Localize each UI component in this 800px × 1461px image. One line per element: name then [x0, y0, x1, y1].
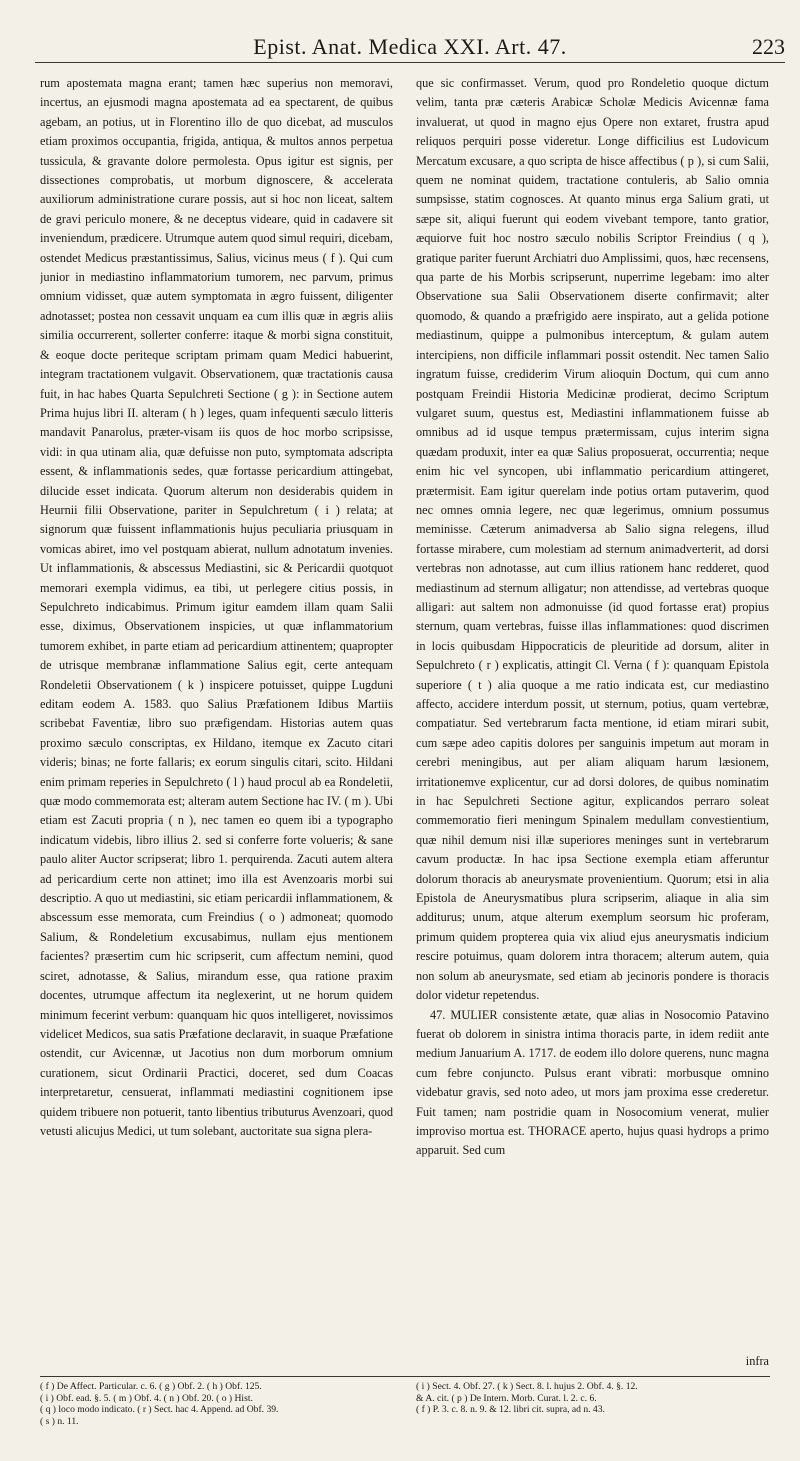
footnote-line: ( s ) n. 11.	[40, 1415, 79, 1427]
paragraph: que sic confirmasset. Verum, quod pro Rondeletio quoque dictum velim, tanta præ cæteris Arabicæ Scholæ Medicis Avicennæ fama invaluerat, ut quod in magno ejus Opere non extaret, frustra apud reliquos perquiri posse videretur. Longe difficilius est Ludovicum Mercatum excusare, a quo scripta de hisce affectibus ( p ), si cum Salii, quem ne nominat quidem, tractatione contuleris, ab Salio omnia sumpsisse, statim cognosces. At quanto minus erga Salium grati, ut sæpe sit, aliqui fuerunt qui eodem vivebant tempore, tanto gratior, æquiorve fuit hoc nostro sæculo nobilis Scriptor Freindius ( q ), gratique pariter fuerunt Archiatri duo Amplissimi, quos, hæc recensens, qua parte de his Morbis scripserunt, nuperrime legebam: imo alter Observatione sua Salii Observationem diserte confirmavit; alter quomodo, & quando a præfrigido aere inspirato, aut a gelida potione mediastinum, quippe a pulmonibus interceptum, & gulam autem intercipiens, non difficile inflammari possit ostendit. Nec tamen Salio ingratum fuisse, crediderim Virum alioquin Doctum, qui cum anno postquam Freindii Historia Medicinæ prodierat, decimo Scriptum vulgaret suum, questus est, Mediastini inflammationem fuisse ab omnibus ad id usque tempus prætermissam, cujus interim signa quædam produxit, inter ea quæ Salius proposuerat, occurrentia; neque enim hic vel syncopen, ubi inflammatio pericardium attingeret, prætermisit. Eam igitur querelam inde potius ortam putaverim, quod nec omnes omnia legere, nec quæ legerimus, omnium possumus meminisse. Cæterum animadversa ab Salio signa relegens, illud fortasse mirabere, cum molestiam ad sternum animadverterit, ad dorsi vertebras non adnotasse, aut cum illius rationem hanc redderet, quod mediastinum ad sternum alligatur; non attendisse, ad vertebras quoque alligari: aut saltem non admonuisse (id quod fortasse erat) propius sternum, quam vertebras, fuisse illas inflammationes: quod discrimen in locis quibusdam Hippocraticis de pleuritide ad dorsum, aliter in Sepulchreto ( r ) explicatis, attingit Cl. Verna ( f ): quanquam Epistola superiore ( t ) alia quoque a me ratio indicata est, cur mediastino affecto, accidere interdum possit, ut sternum, potius, quam vertebræ, compatiatur. Sed vertebrarum facta mentione, id etiam mirari subit, cum sæpe adeo capitis dolores per sanguinis impetum aut moram in cerebri meningibus, aut per aliam aliquam harum læsionem, irritationemve explicentur, cur ad dorsi dolores, de quibus nominatim in hac Sepulchreti Sectione agitur, explicandos perraro soleat commemoratio fieri meningum Spinalem medullam convestientium, quæ nihil demum nisi illæ superiores meninges sunt in vertebrarum cavum productæ. In hac ipsa Sectione exempla etiam afferuntur dolorum thoracis ab aneurysmate provenientium. Quorum; etsi in alia Epistola de Aneurysmatibus plura scripserim, aliaque in alia sim additurus; unum, atque alterum exemplum seorsum hic proferam, primum quidem propterea quia vix aliud ejus aneurysmatis indicium rescire potuimus, quam dolorem intra thoracem; alterum autem, quia non solum ab aneurysmate, sed etiam ab jecinoris pondere is thoracis dolor videtur repetendus.	[416, 76, 769, 1003]
footnote-divider	[40, 1376, 770, 1377]
paragraph: rum apostemata magna erant; tamen hæc superius non memoravi, incertus, an ejusmodi magna apostemata ad ea spectarent, de quibus agebam, an potius, ut in Florentino illo de quo dicebat, ad musculos etiam proximos occupantia, frigida, antiqua, & multos annos perpetua tussicula, & gravante dolore permolesta. Opus igitur est signis, per dissectiones comprobatis, ut morbum dignoscere, & accelerata auxiliorum administratione curare possis, aut si hoc non liceat, saltem de gravi periculo monere, & ne deceptus videare, quid in cadavere sit inveniendum, prædicere. Utrumque autem quod simul requiri, dicebam, ostendet Medicus præstantissimus, Salius, vicinus meus ( f ). Qui cum junior in mediastino inflammatorium tumorem, nec parvum, primus omnium vidisset, quæ autem symptomata in ægro fuissent, diligenter adnotasset; postea non cessavit unquam ea cum illis quæ in ægris aliis similia occurrerent, sollerter conferre: itaque & morbi signa constituit, & eoque docte periteque scriptam primam quam Medici habuerint, integram tractationem vulgavit. Observationem, quæ tractationis causa fuit, in hac habes Quarta Sepulchreti Sectione ( g ): in Sectione autem Prima hujus libri II. alteram ( h ) leges, quam infequenti sæculo litteris mandavit Panarolus, præter-visam iis quos de hoc morbo scripsisse, vidi: in qua utinam alia, quæ defuisse non puto, symptomata adscripta essent, & inflammationis sedes, quæ fortasse pericardium attingebat, dilucide esset indicata. Quorum alterum non desiderabis quidem in Heurnii filii Observatione, pariter in Sepulchretum ( i ) relata; at signorum quæ fuissent inflammationis hujus peculiaria priusquam in vomicas abiret, imo vel postquam abierat, nullum adnotatum invenies. Ut inflammationis, & abscessus Mediastini, sic & Pericardii quotquot memorari exempla vidimus, ea tibi, ut perlegere citius possis, in Sepulchreto indicabimus. Primum igitur eamdem illam quam Salii esse, diximus, Observationem inspicies, ut quæ inflammatorium tumorem exhibet, in parte etiam ad pericardium attinentem; quapropter de utrisque membranæ inflammatione Salius egit, certe antequam Rondeletii Observationem ( k ) inspicere potuisset, quippe Lugduni editam eodem A. 1583. quo Salius Præfationem Idibus Martiis scribebat Faventiæ, libro suo præfigendam. Historias autem quas proximo sæculo conscriptas, ex Hildano, itemque ex Zacuto citari videris; binas; ne forte fallaris; ex eorum singulis citari, scito. Hildani enim primam reperies in Sepulchreto ( l ) haud procul ab ea Rondeletii, quæ modo commemorata est; alteram autem Sectione hac IV. ( m ). Ubi etiam est Zacuti propria ( n ), nec tamen eo quem ibi a typographo indicatum videbis, libro illius 2. sed si conferre forte volueris; & sane paulo aliter Auctor scripserat; libro 1. perquirenda. Zacuti autem altera ad pericardium certe non attinet; imo illa est Avenzoaris morbi sui descriptio. A quo ut mediastini, sic etiam pericardii inflammationem, & abscessum esse memorata, cum Freindius ( o ) admoneat; quomodo Salium, & Rondeletium excusabimus, nullam ejus mentionem facientes? præsertim cum hic scripserit, cum affectum nemini, quod sciret, adnotasse, & Salius, mirandum esse, qua ratione praxim docentes, utrumque affectum ita neglexerint, ut ne horum quidem minimum fecerint verbum: quanquam hic quos intelligeret, novissimos videlicet Medicos, sua satis Præfatione declaravit, in suaque Præfatione ostendit, cur Avicennæ, ut Jacotius non dum morborum omnium curationem, sicut Ordinarii Practici, doceret, sed dum Coacas interpretaretur, censuerat, inflammati mediastini cognitionem ipse quidem tribuere non potuerit, tanto libentius tributurus Avenzoari, quod vetusti alicujus Medici, ut tum solebant, auctoritate sua signa plera-	[40, 76, 393, 1138]
paragraph-article-47: 47. MULIER consistente ætate, quæ alias in Nosocomio Patavino fuerat ob dolorem in sinistra intima thoracis parte, in idem rediit ante medium Januarium A. 1717. de eodem illo dolore querens, nunc magna cum febre conjuncto. Pulsus erant vibrati: morbusque omnino videbatur gravis, sed noto adeo, ut mors jam proxima esse crederetur. Fuit tamen; nam postridie quam in Nosocomium venerat, mulier improviso mortua est. THORACE aperto, hujus quasi hydrops a primo apparuit. Sed cum	[416, 1007, 769, 1158]
footnote-line: ( f ) De Affect. Particular. c. 6. ( g ) Obf. 2. ( h ) Obf. 125.	[40, 1381, 262, 1392]
left-column	[40, 74, 393, 1359]
footnotes-right	[416, 1381, 769, 1453]
page-number: 223	[752, 34, 785, 59]
running-head: Epist. Anat. Medica XXI. Art. 47.	[253, 34, 567, 59]
footnote-line: ( q ) loco modo indicato. ( r ) Sect. hac 4. Append. ad Obf. 39.	[40, 1404, 279, 1415]
footnote-line: ( i ) Sect. 4. Obf. 27. ( k ) Sect. 8. l. hujus 2. Obf. 4. §. 12.	[416, 1381, 638, 1392]
catchword: infra	[745, 1354, 769, 1368]
footnote-line: & A. cit. ( p ) De Intern. Morb. Curat. l. 2. c. 6.	[416, 1392, 597, 1404]
footnotes-left	[40, 1381, 393, 1453]
footnote-line: ( f ) P. 3. c. 8. n. 9. & 12. libri cit. supra, ad n. 43.	[416, 1404, 605, 1415]
page-header	[35, 34, 785, 63]
footnote-line: ( i ) Obf. ead. §. 5. ( m ) Obf. 4. ( n ) Obf. 20. ( o ) Hist.	[40, 1392, 253, 1404]
right-column	[416, 74, 769, 1359]
